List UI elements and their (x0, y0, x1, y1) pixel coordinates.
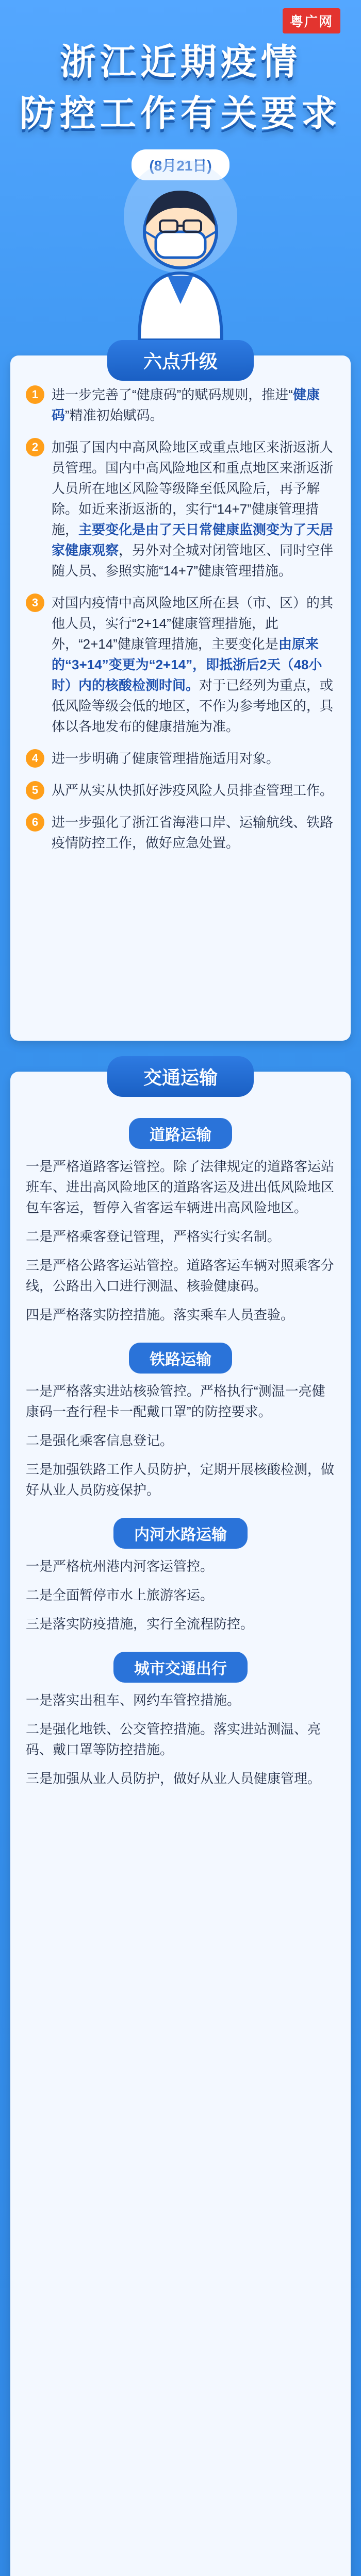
section-card-transport (10, 1067, 351, 2576)
item-number-badge: 6 (26, 813, 44, 832)
item-text-pre: 进一步强化了浙江省海港口岸、运输航线、铁路疫情防控工作，做好应急处置。 (52, 815, 334, 851)
paragraph: 二是全面暂停市水上旅游客运。 (26, 1587, 214, 1603)
subsection-title (26, 1343, 335, 1374)
subsection-title-pill: 内河水路运输 (113, 1518, 248, 1549)
item-text (52, 748, 335, 769)
paragraph: 二是严格乘客登记管理，严格实行实名制。 (26, 1229, 281, 1244)
paragraph: 三是加强从业人员防护，做好从业人员健康管理。 (26, 1771, 321, 1786)
item-text-pre: 对国内疫情中高风险地区所在县（市、区）的其他人员，实行“2+14”健康管理措施，此外，“2+14”健康管理措施，主要变化是 (52, 595, 334, 652)
paragraph: 三是加强铁路工作人员防护，定期开展核酸检测，做好从业人员防疫保护。 (26, 1462, 335, 1498)
item-text-highlight: 主要变化是由了天日常健康监测变为了天居家健康观察 (52, 522, 334, 558)
item-number-badge: 3 (26, 594, 44, 612)
section-card-upgrades (10, 351, 351, 1041)
subsection-title-pill: 道路运输 (129, 1118, 232, 1149)
section-title: 六点升级 (107, 340, 254, 381)
item-text-pre: 进一步完善了“健康码”的赋码规则，推进“ (52, 387, 293, 402)
item-text (52, 384, 335, 426)
item-number-badge: 2 (26, 438, 44, 456)
transport-list (10, 1072, 351, 1807)
paragraph: 一是落实出租车、网约车管控措施。 (26, 1692, 241, 1708)
paragraph: 一是严格杭州港内河客运管控。 (26, 1558, 214, 1574)
paragraph: 一是严格落实进站核验管控。严格执行“测温一亮健康码一查行程卡一配戴口罩”的防控要求。 (26, 1383, 325, 1419)
section-title: 交通运输 (107, 1056, 254, 1097)
paragraph: 一是严格道路客运管控。除了法律规定的道路客运站班车、进出高风险地区的道路客运及进出低风险地区包车客运，暂停入省客运车辆进出高风险地区。 (26, 1159, 335, 1215)
item-text-pre: 加强了国内中高风险地区或重点地区来浙返浙人员管理。国内中高风险地区和重点地区来浙返浙人员所在地区风险等级降至低风险后，再予解除。如近来浙返浙的，实行“14+7”健康管理措施， (52, 439, 334, 537)
paragraph: 二是强化乘客信息登记。 (26, 1433, 174, 1448)
item-text (52, 812, 335, 853)
item-text-post: 对于已经列为重点，或低风险等级会低的地区，不作为参考地区的，具体以各地发布的健康措施为准。 (52, 677, 334, 734)
upgrade-item (26, 780, 335, 801)
item-text-pre: 从严从实从快抓好涉疫风险人员排查管理工作。 (52, 783, 334, 798)
upgrade-item (26, 437, 335, 581)
subsection-title (26, 1118, 335, 1149)
item-text (52, 437, 335, 581)
hero-title-line2: 防控工作有关要求 (20, 93, 341, 133)
paragraph: 四是严格落实防控措施。落实乘车人员查验。 (26, 1307, 294, 1323)
item-text (52, 592, 335, 737)
item-number-badge: 5 (26, 781, 44, 800)
item-text-highlight: 健康码 (52, 387, 320, 423)
hero-title-line1: 浙江近期疫情 (60, 42, 301, 82)
item-number-badge: 4 (26, 749, 44, 768)
item-text-post: ，另外对全城对闭管地区、同时空伴随人员、参照实施“14+7”健康管理措施。 (52, 543, 334, 579)
doctor-illustration (98, 155, 263, 340)
upgrade-item (26, 384, 335, 426)
item-number-badge: 1 (26, 385, 44, 404)
item-text (52, 780, 335, 801)
hero-date: (8月21日) (132, 149, 229, 180)
subsection-title (26, 1652, 335, 1683)
item-text-highlight: 由原来的“3+14”变更为“2+14”，即抵浙后2天（48小时）内的核酸检测时间。 (52, 636, 322, 693)
item-text-post: ”精准初始赋码。 (65, 408, 163, 423)
subsection-title-pill: 城市交通出行 (113, 1652, 248, 1683)
upgrade-list (10, 355, 351, 875)
paragraph: 三是落实防疫措施，实行全流程防控。 (26, 1616, 254, 1632)
upgrade-item (26, 592, 335, 737)
subsection-title-pill: 铁路运输 (129, 1343, 232, 1374)
subsection-title (26, 1518, 335, 1549)
upgrade-item (26, 748, 335, 769)
upgrade-item (26, 812, 335, 853)
paragraph: 二是强化地铁、公交管控措施。落实进站测温、亮码、戴口罩等防控措施。 (26, 1721, 321, 1757)
paragraph: 三是严格公路客运站管控。道路客运车辆对照乘客分线，公路出入口进行测温、核验健康码。 (26, 1258, 335, 1294)
item-text-pre: 进一步明确了健康管理措施适用对象。 (52, 751, 280, 766)
brand-logo: 粤广网 (283, 8, 340, 33)
